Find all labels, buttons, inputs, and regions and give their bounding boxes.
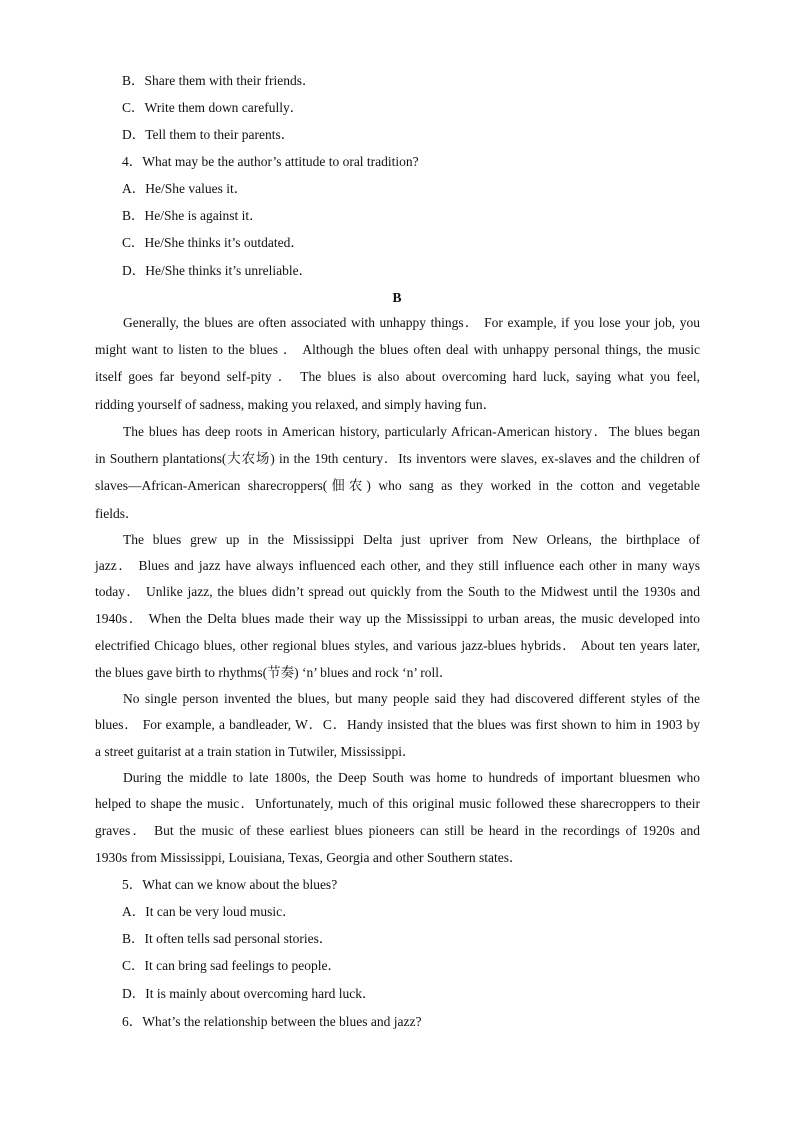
passage-line: 1940s． When the Delta blues made their way up the Mississippi to urban areas, the music developed into: [95, 611, 700, 626]
q3-option-d: D．Tell them to their parents．: [122, 127, 295, 142]
q5-question: 5．What can we know about the blues?: [122, 877, 338, 892]
passage-line: The blues has deep roots in American history, particularly African-American history．The blues began: [123, 424, 700, 439]
q4-option-b: B．He/She is against it．: [122, 208, 263, 223]
section-title: B: [392, 290, 402, 305]
passage-line: itself goes far beyond self-pity ． The blues is also about overcoming hard luck, saying what you feel,: [95, 369, 700, 384]
passage-line: graves． But the music of these earliest blues pioneers can still be heard in the recordings of 1920s and: [95, 823, 700, 838]
q6-question: 6．What’s the relationship between the blues and jazz?: [122, 1014, 422, 1029]
q5-option-a: A．It can be very loud music．: [122, 904, 296, 919]
passage-line: electrified Chicago blues, other regional blues styles, and various jazz-blues hybrids． About ten years later,: [95, 638, 700, 653]
passage-line: a street guitarist at a train station in Tutwiler, Mississippi．: [95, 744, 416, 759]
passage-line: helped to shape the music．Unfortunately, much of this original music followed these sharecroppers to their: [95, 796, 700, 811]
q5-option-b: B．It often tells sad personal stories．: [122, 931, 333, 946]
passage-line: in Southern plantations(大农场) in the 19th century．Its inventors were slaves, ex-slaves and the children of: [95, 451, 700, 466]
q3-option-c: C．Write them down carefully．: [122, 100, 304, 115]
passage-line: ridding yourself of sadness, making you relaxed, and simply having fun．: [95, 397, 497, 412]
passage-line: Generally, the blues are often associated with unhappy things． For example, if you lose your job, you: [123, 315, 700, 330]
passage-line: fields．: [95, 506, 139, 521]
passage-line: The blues grew up in the Mississippi Delta just upriver from New Orleans, the birthplace of: [123, 532, 700, 547]
passage-line: the blues gave birth to rhythms(节奏) ‘n’ blues and rock ‘n’ roll．: [95, 665, 453, 680]
passage-line: 1930s from Mississippi, Louisiana, Texas, Georgia and other Southern states．: [95, 850, 523, 865]
q4-option-d: D．He/She thinks it’s unreliable．: [122, 263, 313, 278]
passage-line: During the middle to late 1800s, the Deep South was home to hundreds of important bluesmen who: [123, 770, 700, 785]
q4-option-c: C．He/She thinks it’s outdated．: [122, 235, 304, 250]
q4-question: 4．What may be the author’s attitude to oral tradition?: [122, 154, 419, 169]
q4-option-a: A．He/She values it．: [122, 181, 248, 196]
passage-line: today． Unlike jazz, the blues didn’t spread out quickly from the South to the Midwest until the 1930s and: [95, 584, 700, 599]
q3-option-b: B．Share them with their friends．: [122, 73, 316, 88]
passage-line: jazz． Blues and jazz have always influenced each other, and they still influence each other in many ways: [95, 558, 700, 573]
passage-line: slaves—African-American sharecroppers(佃农) who sang as they worked in the cotton and vegetable: [95, 478, 700, 493]
passage-line: blues． For example, a bandleader, W．C．Handy insisted that the blues was first shown to him in 1903 by: [95, 717, 700, 732]
q5-option-d: D．It is mainly about overcoming hard luck．: [122, 986, 376, 1001]
passage-line: No single person invented the blues, but many people said they had discovered different styles of the: [123, 691, 700, 706]
q5-option-c: C．It can bring sad feelings to people．: [122, 958, 341, 973]
passage-line: might want to listen to the blues ． Although the blues often deal with unhappy personal things, the music: [95, 342, 700, 357]
